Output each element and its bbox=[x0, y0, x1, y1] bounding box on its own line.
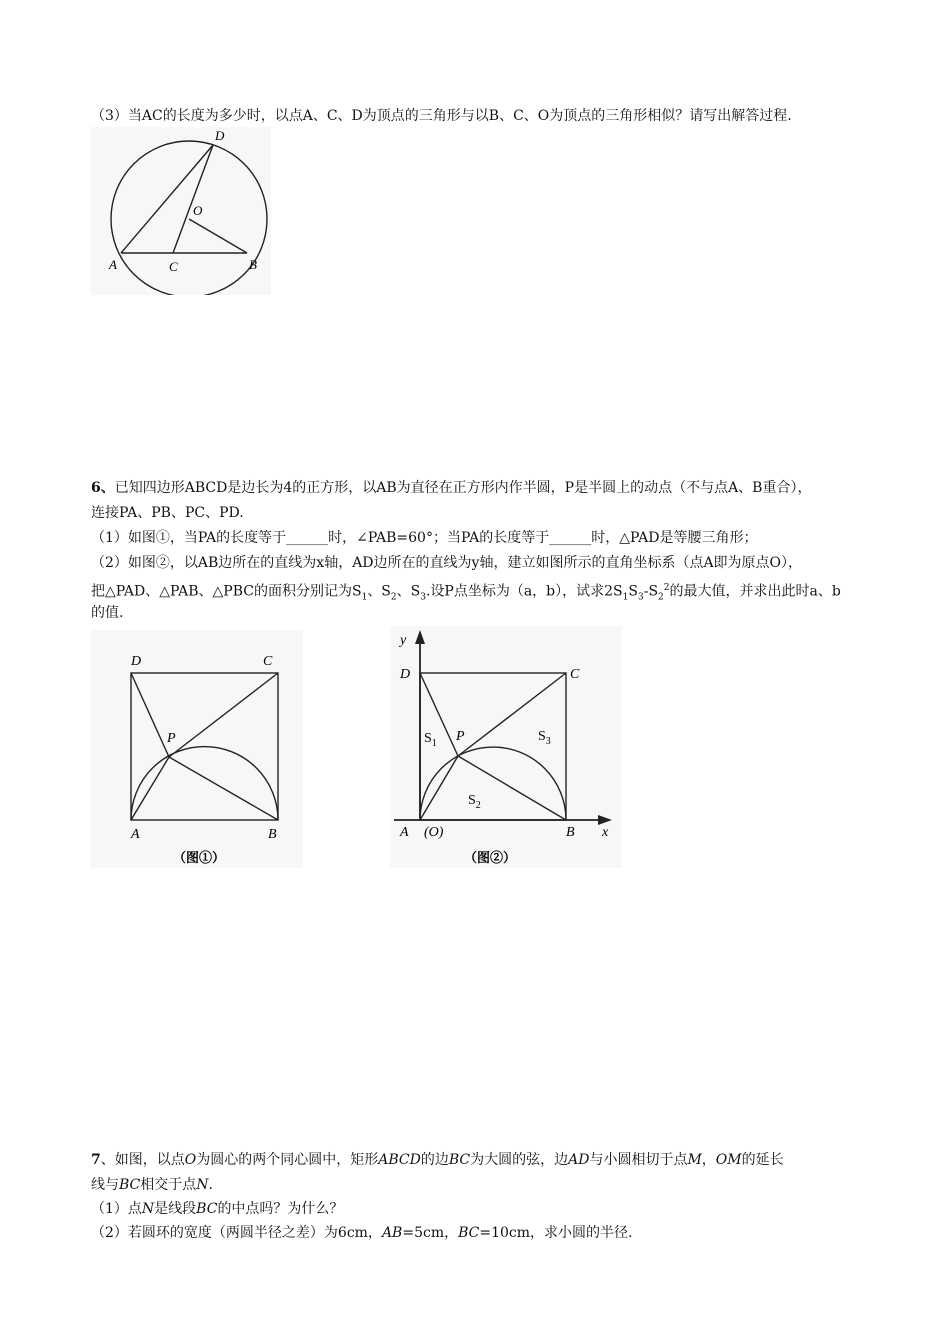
q7-line2 bbox=[91, 1175, 213, 1195]
q6-sub2b: 2 bbox=[658, 592, 664, 603]
q7-ab: AB bbox=[381, 1225, 403, 1241]
q6-p2-f: -S bbox=[643, 583, 659, 600]
q7-line1 bbox=[91, 1150, 784, 1170]
q6-fig1-label-c: C bbox=[263, 654, 273, 669]
q7-l1-a: 、如图，以点 bbox=[100, 1152, 185, 1168]
q7-p1-c: 的中点吗？为什么？ bbox=[217, 1201, 344, 1217]
q6-fig2-label-a: A bbox=[400, 825, 409, 840]
q6-fig2-caption: （图②） bbox=[464, 850, 517, 865]
q6-fig2-s3-main: S bbox=[538, 729, 546, 744]
q6-sub1b: 1 bbox=[622, 592, 629, 603]
q6-p2-g: 的最大值，并求出此时a、b bbox=[669, 583, 841, 600]
q5-label-c: C bbox=[169, 259, 178, 274]
q5-segment-ob bbox=[189, 219, 247, 253]
q6-stem-text1: 已知四边形ABCD是边长为4的正方形，以AB为直径在正方形内作半圆，P是半圆上的动点（不与点A、B重合）， bbox=[114, 480, 812, 496]
q6-p2-d: .设P点坐标为（a，b），试求2S bbox=[425, 583, 623, 600]
q6-stem-line1 bbox=[91, 478, 811, 498]
q6-sep: 、 bbox=[100, 480, 115, 496]
q6-fig2-label-x: x bbox=[602, 825, 609, 840]
q6-fig1-label-a: A bbox=[131, 827, 140, 842]
q6-figure2 bbox=[390, 626, 622, 868]
q6-fig1-label-b: B bbox=[268, 827, 277, 842]
q7-bc-3: BC bbox=[196, 1201, 218, 1217]
q7-ad: AD bbox=[568, 1152, 590, 1168]
q6-fig2-s2-main: S bbox=[468, 793, 476, 808]
q7-l2-b: 相交于点 bbox=[140, 1177, 197, 1193]
q6-number: 6 bbox=[91, 480, 101, 496]
q6-p2-a: 把△PAD、△PAB、△PBC的面积分别记为S bbox=[91, 583, 362, 600]
q5-label-a: A bbox=[109, 257, 117, 272]
q5-part3-text: （3）当AC的长度为多少时，以点A、C、D为顶点的三角形与以B、C、O为顶点的三角形相似？请写出解答过程. bbox=[91, 108, 792, 124]
q7-part1 bbox=[91, 1199, 343, 1219]
q6-fig2-y-arrow bbox=[415, 630, 425, 644]
q5-circle-diagram bbox=[91, 127, 271, 295]
q7-l1-g: 的延长 bbox=[741, 1152, 784, 1168]
q7-bc-4: BC bbox=[458, 1225, 480, 1241]
q5-segment-dc bbox=[173, 145, 213, 253]
q6-sup2: 2 bbox=[663, 583, 670, 593]
q7-n: N bbox=[196, 1177, 209, 1193]
q6-figure1 bbox=[91, 630, 303, 868]
q5-label-d: D bbox=[215, 128, 225, 143]
q6-part2-line1: （2）如图②，以AB边所在的直线为x轴，AD边所在的直线为y轴，建立如图所示的直角坐标系（点A即为原点O）， bbox=[91, 555, 803, 571]
q6-fig2-label-o: (O) bbox=[424, 825, 444, 840]
q6-fig2-s1-main: S bbox=[424, 731, 432, 746]
q6-fig2-diagram bbox=[390, 626, 622, 868]
q6-fig2-label-c: C bbox=[570, 667, 580, 682]
q7-number: 7 bbox=[91, 1152, 101, 1168]
q6-fig1-label-p: P bbox=[167, 731, 176, 746]
q6-fig2-pa bbox=[420, 756, 458, 820]
q7-p1-a: （1）点 bbox=[91, 1201, 142, 1217]
q6-stem-line2: 连接PA、PB、PC、PD. bbox=[91, 505, 244, 521]
q6-fig2-s3-sub: 3 bbox=[545, 736, 551, 747]
q5-figure bbox=[91, 127, 271, 295]
q6-fig2-s2-sub: 2 bbox=[475, 800, 481, 811]
q6-sub2: 2 bbox=[390, 592, 397, 603]
q5-circle bbox=[111, 141, 267, 295]
q7-p2-a: （2）若圆环的宽度（两圆半径之差）为6cm， bbox=[91, 1225, 382, 1241]
q5-segment-ad bbox=[121, 145, 213, 253]
q7-part2 bbox=[91, 1223, 633, 1243]
q7-bc-2: BC bbox=[119, 1177, 141, 1193]
q6-fig1-pd bbox=[131, 673, 169, 757]
q5-label-b: B bbox=[249, 257, 257, 272]
q6-fig1-pc bbox=[169, 673, 278, 757]
q6-fig2-pb bbox=[458, 756, 566, 820]
q6-fig2-label-s1 bbox=[424, 731, 437, 749]
q6-fig1-caption: （图①） bbox=[173, 850, 226, 865]
q7-l1-b: 为圆心的两个同心圆中，矩形 bbox=[196, 1152, 379, 1168]
q7-o: O bbox=[184, 1152, 197, 1168]
q6-sub3: 3 bbox=[420, 592, 426, 603]
q6-fig2-x-arrow bbox=[598, 815, 612, 825]
q7-m: M bbox=[687, 1152, 702, 1168]
q7-l1-c: 的边 bbox=[420, 1152, 449, 1168]
q6-sub3b: 3 bbox=[637, 592, 644, 603]
q6-sub1: 1 bbox=[361, 592, 368, 603]
q7-abcd: ABCD bbox=[378, 1152, 421, 1168]
q7-l1-e: 与小圆相切于点 bbox=[589, 1152, 688, 1168]
q6-p2-b: 、S bbox=[367, 583, 391, 600]
q7-l2-a: 线与 bbox=[91, 1177, 119, 1193]
q7-p1-b: 是线段 bbox=[154, 1201, 197, 1217]
q7-n-2: N bbox=[141, 1201, 155, 1217]
q6-part2-line2 bbox=[91, 578, 841, 607]
q6-fig2-label-y: y bbox=[400, 633, 407, 648]
q6-fig2-label-d: D bbox=[400, 667, 411, 682]
q7-l1-f: ， bbox=[701, 1152, 716, 1168]
q7-l2-c: . bbox=[208, 1177, 213, 1193]
q6-fig2-label-s2 bbox=[468, 793, 481, 811]
q5-label-o: O bbox=[193, 203, 203, 218]
q6-fig1-pb bbox=[169, 757, 278, 820]
q7-p2-b: =5cm， bbox=[402, 1225, 459, 1241]
q6-p2-e: S bbox=[628, 583, 638, 600]
q7-bc: BC bbox=[448, 1152, 471, 1168]
q6-fig1-diagram bbox=[91, 630, 303, 868]
q6-fig2-label-s3 bbox=[538, 729, 551, 747]
q6-fig2-label-p: P bbox=[456, 729, 465, 744]
q6-part1: （1）如图①，当PA的长度等于______时，∠PAB=60°；当PA的长度等于______时，△PAD是等腰三角形； bbox=[91, 530, 758, 546]
q6-fig1-label-d: D bbox=[131, 654, 142, 669]
q6-p2-c: 、S bbox=[396, 583, 421, 600]
q7-p2-c: =10cm，求小圆的半径. bbox=[479, 1225, 633, 1241]
q6-part2-line3: 的值. bbox=[91, 605, 124, 621]
q6-fig2-s1-sub: 1 bbox=[431, 738, 437, 749]
q7-l1-d: 为大圆的弦，边 bbox=[470, 1152, 569, 1168]
q6-fig1-pa bbox=[131, 757, 169, 820]
q7-om: OM bbox=[715, 1152, 742, 1168]
q6-fig2-label-b: B bbox=[566, 825, 575, 840]
